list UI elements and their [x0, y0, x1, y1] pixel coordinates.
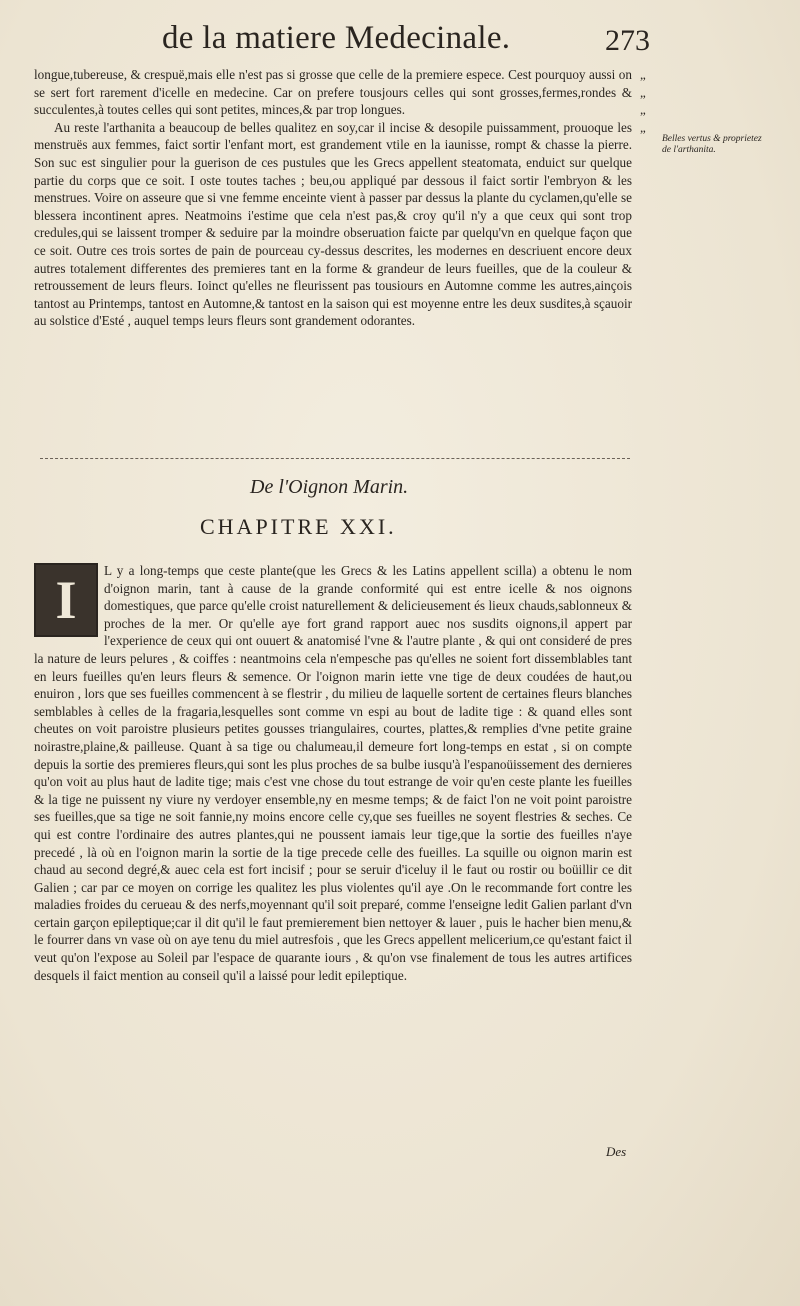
- body-text: [34, 66, 632, 330]
- chapter-paragraph: L y a long-temps que ceste plante(que les Grecs & les Latins appellent scilla) a obtenu le nom d'oignon marin, tant à cause de la grande conformité qui est entre icelle & nos oignons domestiques, que parce qu'elle croist naturellement & delicieusement és lieux chauds,sablonneux & proches de la mer. Or qu'elle aye fort grand rapport auec nos susdits oignons,il appert par l'experience de ceux qui ont ouuert & anatomisé l'vne & l'autre plante , & qui ont consideré de pres la nature de leurs pelures , & coiffes : neantmoins cela n'empesche pas qu'elles ne soient fort dissemblables tant en leurs fueilles qu'en leurs fleurs & semence. Or l'oignon marin iette vne tige de deux coudées de haut,ou enuiron , lors que ses fueilles commencent à se flestrir , du milieu de laquelle sortent de certaines fleurs blanches semblables à celles de la fragaria,lesquelles sont comme vn espi au bout de ladite tige : & quand elles sont cheutes on voit paroistre plusieurs petites gousses triangulaires, courtes, plattes,& remplies d'vne petite graine noirastre,plaine,& pailleuse. Quant à sa tige ou chalumeau,il demeure fort long-temps en estat , si on compte depuis la sortie des premieres fleurs,qui sont les plus proches de sa bulbe iusqu'à l'espanoüissement des dernieres qu'on voit au plus haut de ladite tige; mais c'est vne chose du tout estrange de voir qu'en ceste plante les fueilles & la tige ne puissent ny viure ny verdoyer ensemble,ny en mesme temps; & de faict l'on ne voit point paroistre ses fueilles,que sa tige ne soit fannie,ny moins encore celle cy,que ses fueilles ne soyent flestries & seches. Ce qui est contre l'ordinaire des autres plantes,qui ne poussent iamais leur tige,que la sortie des fueilles n'aye precedé , là où en l'oignon marin la sortie de la tige precede celle des fueilles. La squille ou oignon marin est chaud au second degré,& auec cela est fort incisif ; pour se seruir d'iceluy il le faut ou rostir ou boüillir ce dit Galien ; car par ce moyen on corrige les qualitez les plus violentes qu'il aye .On le recommande fort contre les maladies froides du cerueau & des nerfs,moyennant qu'il soit preparé, comme l'enseigne ledit Galien parlant d'vn certain garçon epileptique;car il dit qu'il le faut premierement bien nettoyer & lauer , puis le hacher bien menu,& le fourrer dans vn vase où on aye tenu du miel autresfois , que les Grecs appellent melicerium,ce qu'estant faict il veut qu'on l'expose au Soleil par l'espace de quarante iours , & qu'on vse finalement de tous les autres artifices desquels il faict mention au conseil qu'il a laissé pour ledit epileptique.: [34, 563, 632, 983]
- paragraph: longue,tubereuse, & crespuë,mais elle n'est pas si grosse que celle de la premiere espece. Cest pourquoy aussi on se sert fort rarement d'icelle en medecine. Car on prefere tousjours celles qui sont grosses,fermes,rondes & succulentes,à toutes celles qui sont petites, minces,& par trop longues.: [34, 67, 632, 118]
- chapter-body: [34, 562, 632, 984]
- margin-note: Belles vertus & proprietez de l'arthanita.: [662, 134, 762, 155]
- drop-cap-letter: I: [55, 570, 77, 630]
- quote-mark: „: [640, 67, 646, 82]
- section-divider: [40, 458, 630, 459]
- page-header: [150, 18, 650, 68]
- paragraph: Au reste l'arthanita a beaucoup de belles qualitez en soy,car il incise & desopile puissamment, prouoque les menstruës aux femmes, faict sortir l'enfant mort, est grandement vtile en la iaunisse, rompt & chasse la pierre. Son suc est singulier pour la guerison de ces pustules que les Grecs appellent steatomata, enduict sur quelque partie du corps que ce soit. I oste toutes taches ; beu,ou appliqué par dessous il faict sortir l'embryon & les menstrues. Voire on asseure que si vne femme enceinte vient à passer par dessus la plante du cyclamen,qu'elle se blessera incontinent apres. Neatmoins i'estime que cela n'est pas,& croy qu'il n'y a que ceux qui sont trop credules,qui se laissent tromper & seduire par la moindre obseruation faicte par quelqu'vn en quelque façon que ce soit. Outre ces trois sortes de pain de pourceau cy-dessus descrites, les modernes en descriuent encore deux autres totalement differentes des premieres tant en la forme & grandeur de leurs fueilles, que de la couleur & retroussement de leurs fleurs. Ioinct qu'elles ne fleurissent pas tousiours en Automne comme les autres,ainçois tantost au Printemps, tantost en Automne,& tantost en la saison qui est moyenne entre les deux susdites,à sçauoir au solstice d'Esté , auquel temps leurs fleurs sont grandement odorantes.: [34, 119, 632, 329]
- drop-cap-space: [34, 562, 100, 634]
- catchword: Des: [606, 1144, 627, 1159]
- chapter-title: De l'Oignon Marin.: [250, 476, 409, 498]
- running-title: de la matiere Medecinale.: [162, 20, 511, 56]
- page-number: 273: [605, 24, 650, 57]
- quotation-marks: [640, 66, 660, 136]
- quote-mark: „: [640, 119, 646, 135]
- chapter-number: CHAPITRE XXI.: [200, 514, 397, 539]
- quote-mark: „: [640, 102, 646, 118]
- quote-mark: „: [640, 84, 646, 100]
